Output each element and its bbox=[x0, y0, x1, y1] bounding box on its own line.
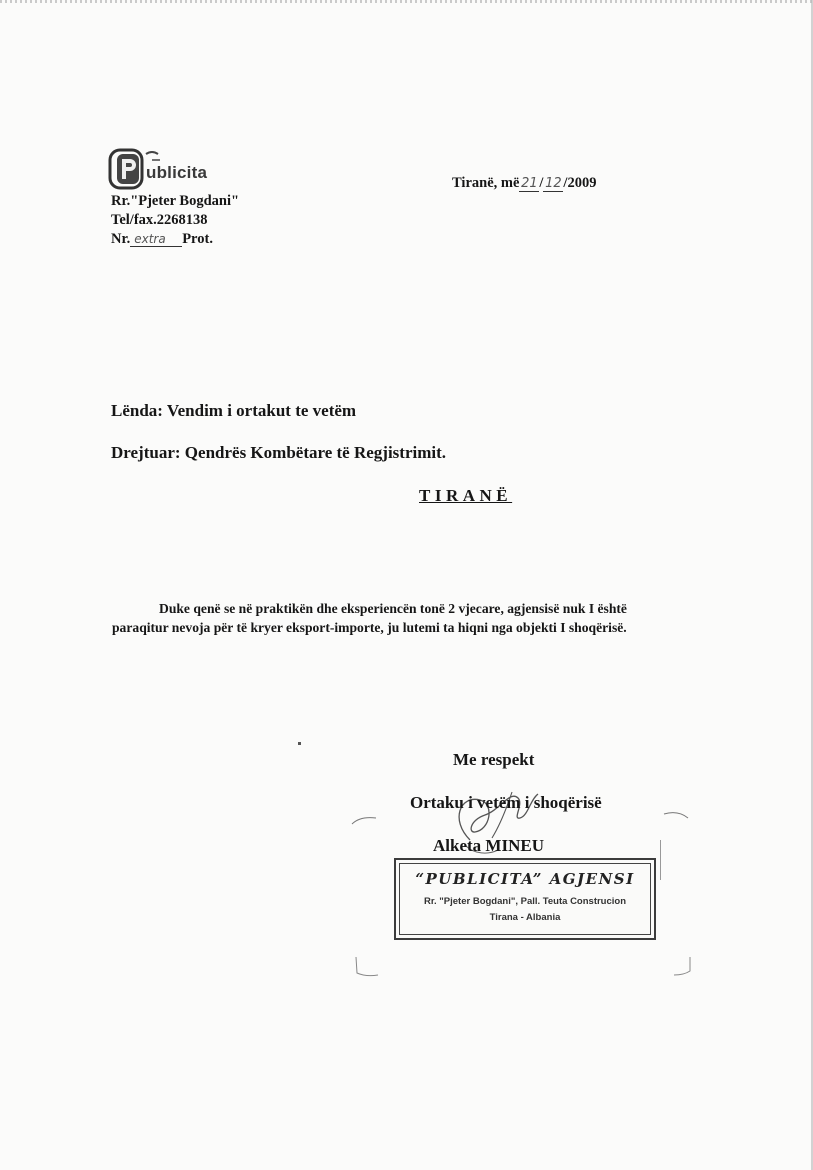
stamp-address: Rr. "Pjeter Bogdani", Pall. Teuta Construcion bbox=[423, 896, 627, 907]
scan-corner-mark bbox=[350, 810, 380, 830]
logo-text: ublicita bbox=[146, 163, 208, 182]
protocol-handwritten: extra bbox=[130, 232, 182, 247]
recipient-line: Drejtuar: Qendrës Kombëtare të Regjistrimit. bbox=[111, 443, 447, 462]
scan-edge-top bbox=[0, 0, 813, 3]
protocol-suffix: Prot. bbox=[182, 231, 213, 247]
date-separator: / bbox=[539, 175, 544, 191]
company-stamp bbox=[394, 858, 656, 940]
subject-line: Lënda: Vendim i ortakut te vetëm bbox=[111, 401, 357, 420]
date-day: 21 bbox=[521, 176, 538, 191]
publicita-logo bbox=[106, 146, 211, 192]
scan-corner-mark bbox=[662, 808, 692, 832]
date-prefix: Tiranë, më bbox=[452, 175, 520, 191]
scan-corner-mark bbox=[352, 955, 382, 981]
closing-line: Me respekt bbox=[453, 750, 535, 769]
city-heading: TIRANË bbox=[419, 486, 513, 505]
stamp-title: “PUBLICITA” AGJENSI bbox=[415, 870, 635, 888]
protocol-number bbox=[111, 231, 213, 248]
letter-date bbox=[452, 175, 596, 192]
protocol-prefix: Nr. bbox=[111, 231, 131, 247]
date-month: 12 bbox=[545, 176, 562, 191]
stamp-city: Tirana - Albania bbox=[489, 912, 561, 923]
letterhead-address: Rr."Pjeter Bogdani" bbox=[111, 193, 240, 209]
signer-role: Ortaku i vetëm i shoqërisë bbox=[410, 793, 602, 812]
signer-name: Alketa MINEU bbox=[433, 836, 544, 855]
scan-corner-mark bbox=[670, 955, 694, 981]
letterhead-telfax: Tel/fax.2268138 bbox=[111, 212, 208, 228]
scan-line bbox=[660, 840, 661, 880]
letter-body: Duke qenë se në praktikën dhe eksperiencën tonë 2 vjecare, agjensisë nuk I është paraqitur nevoja për të kryer eksport-importe, ju lutemi ta hiqni nga objekti I shoqërisë. bbox=[112, 601, 627, 635]
scan-speck bbox=[298, 742, 301, 745]
date-year: /2009 bbox=[563, 175, 597, 191]
